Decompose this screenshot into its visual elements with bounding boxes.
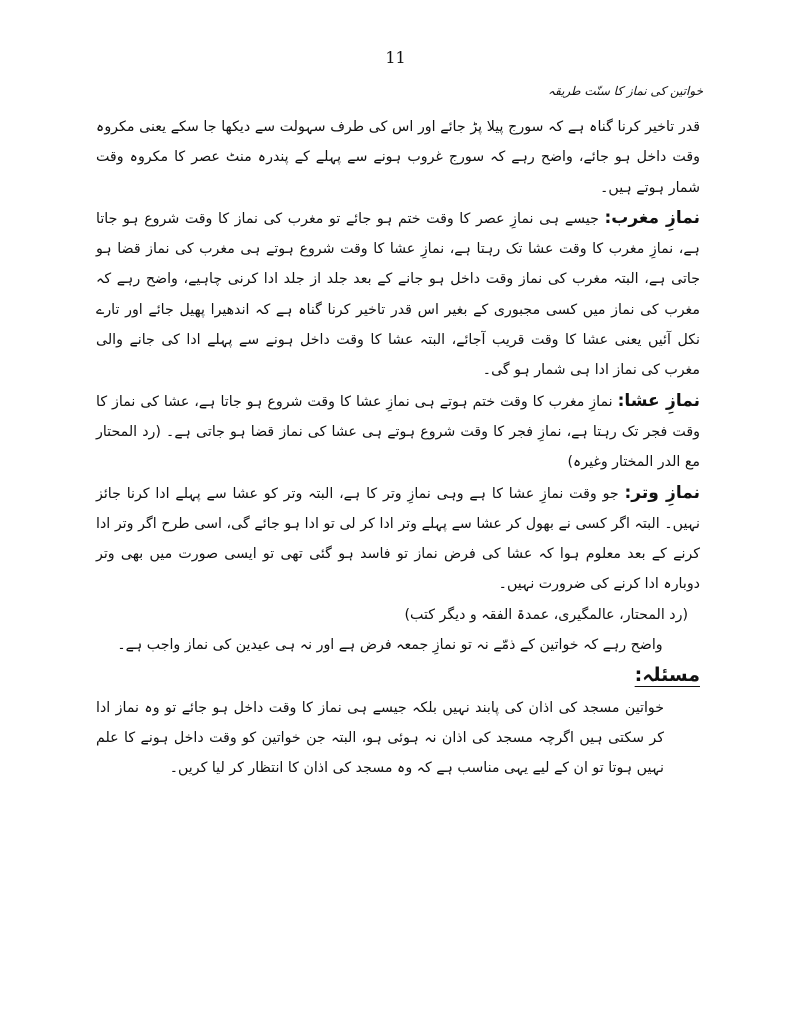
- masala-heading-line: [96, 660, 700, 692]
- page-number: 11: [385, 48, 406, 67]
- running-head: خواتین کی نماز کا سنّت طریقہ: [547, 84, 703, 98]
- body-text: [96, 112, 700, 784]
- paragraph-witr: [96, 478, 700, 600]
- witr-label: نمازِ وتر:: [624, 482, 701, 503]
- maghrib-text: جیسے ہی نمازِ عصر کا وقت ختم ہو جائے تو مغرب کی نماز کا وقت شروع ہو جاتا ہے، نمازِ مغرب کا وقت عشا تک رہتا ہے، نمازِ عشا کا وقت شروع ہوتے ہی مغرب کی نماز قضا ہو جاتی ہے، البتہ مغرب کی نماز وقت داخل ہو جانے کے بعد جلد از جلد ادا کرنی چاہیے، واضح رہے کہ مغرب کی نماز میں کسی مجبوری کے بغیر اس قدر تاخیر کرنا گناہ ہے کہ اندھیرا پھیل جائے اور تارے نکل آئیں یعنی عشا کا وقت قریب آجائے، البتہ عشا کا وقت داخل ہونے سے پہلے ادا کی جانے والی مغرب کی نماز ادا ہی شمار ہو گی۔: [96, 210, 700, 379]
- maghrib-label: نمازِ مغرب:: [604, 207, 700, 228]
- isha-text: نمازِ مغرب کا وقت ختم ہوتے ہی نمازِ عشا کا وقت شروع ہو جاتا ہے، عشا کی نماز کا وقت فجر تک رہتا ہے، نمازِ فجر کا وقت شروع ہوتے ہی عشا کی نماز قضا ہو جاتی ہے۔ (رد المحتار مع الدر المختار وغیرہ): [96, 393, 700, 471]
- masala-heading: مسئلہ:: [634, 664, 700, 687]
- paragraph-masala: خواتین مسجد کی اذان کی پابند نہیں بلکہ جیسے ہی نماز کا وقت داخل ہو جائے تو وہ نماز ادا کر سکتی ہیں اگرچہ مسجد کی اذان نہ ہوئی ہو، البتہ جن خواتین کو وقت داخل ہونے کا علم نہیں ہوتا تو ان کے لیے یہی مناسب ہے کہ وہ مسجد کی اذان کا انتظار کر لیا کریں۔: [96, 699, 664, 777]
- paragraph-isha: [96, 386, 700, 478]
- paragraph-maghrib: [96, 203, 700, 386]
- isha-label: نمازِ عشا:: [617, 390, 700, 411]
- references-line: (رد المحتار، عالمگیری، عمدۃ الفقہ و دیگر کتب): [404, 606, 688, 623]
- paragraph-asr-continuation: قدر تاخیر کرنا گناہ ہے کہ سورج پیلا پڑ جائے اور اس کی طرف سہولت سے دیکھا جا سکے یعنی مکروہ وقت داخل ہو جائے، واضح رہے کہ سورج غروب ہونے سے پہلے کے پندرہ منٹ عصر کا مکروہ وقت شمار ہوتے ہیں۔: [96, 119, 700, 196]
- witr-text: جو وقت نمازِ عشا کا ہے وہی نمازِ وتر کا ہے، البتہ وتر کو عشا سے پہلے ادا کرنا جائز نہیں۔ البتہ اگر کسی نے بھول کر عشا سے پہلے وتر ادا کر لی تو ادا ہو جائے گی، اسی طرح اگر وتر ادا کرنے کے بعد معلوم ہوا کہ عشا کی فرض نماز تو فاسد ہو گئی تھی تو ایسی صورت میں بھی وتر دوبارہ ادا کرنے کی ضرورت نہیں۔: [96, 485, 700, 593]
- note-line: واضح رہے کہ خواتین کے ذمّے نہ تو نمازِ جمعہ فرض ہے اور نہ ہی عیدین کی نماز واجب ہے۔: [117, 637, 663, 654]
